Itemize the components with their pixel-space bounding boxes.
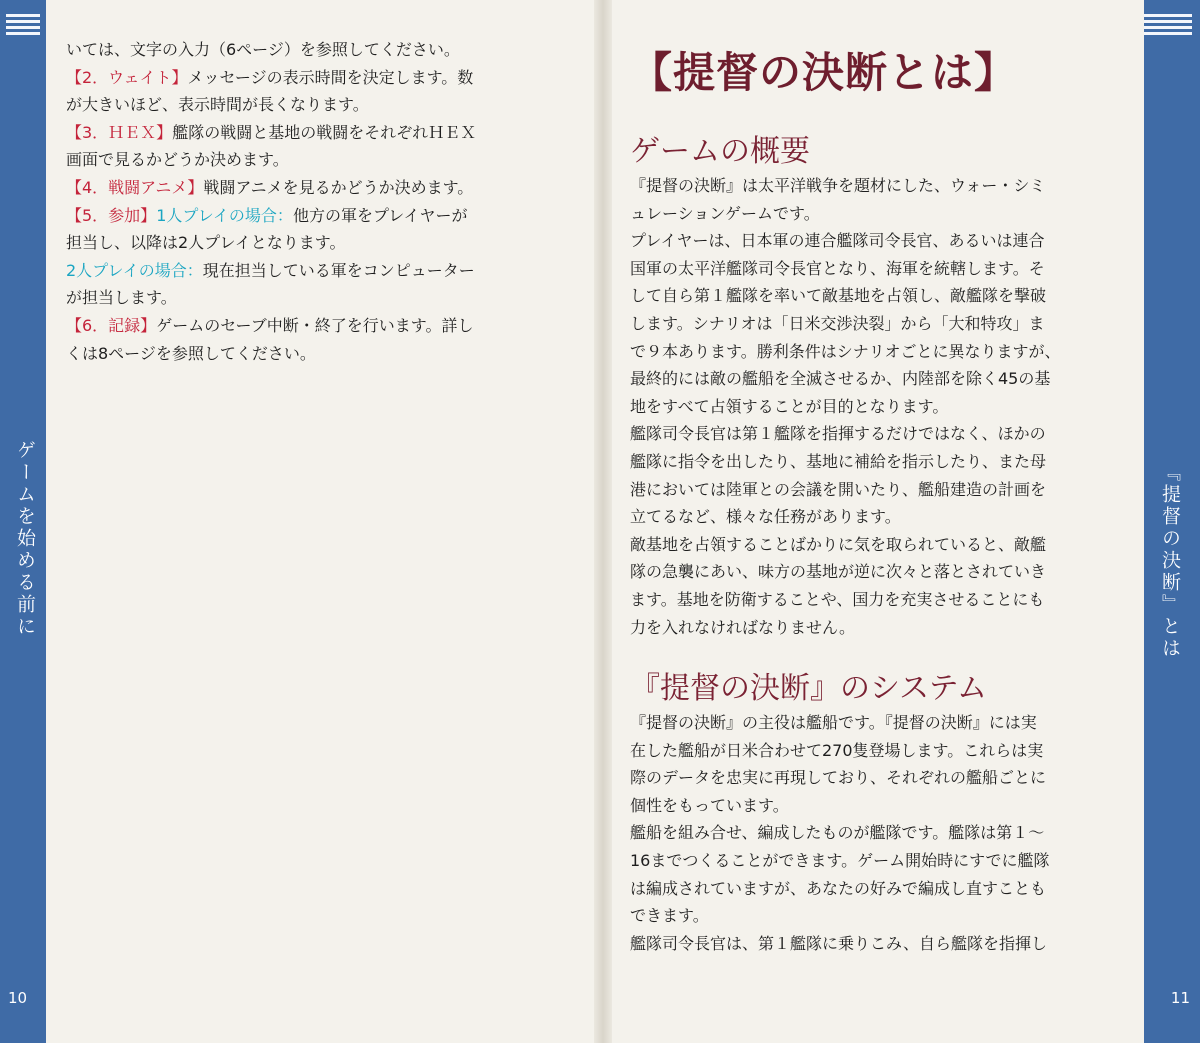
text-line: 国軍の太平洋艦隊司令長官となり、海軍を統轄します。そ: [630, 258, 1045, 278]
section-heading-system: 『提督の決断』のシステム: [630, 671, 987, 707]
text-span: メッセージの表示時間を決定します。数: [187, 67, 474, 87]
text-line: 最終的には敵の艦船を全滅させるか、内陸部を除く45の基: [630, 369, 1051, 389]
text-line: は編成されていますが、あなたの好みで編成し直すことも: [630, 878, 1047, 898]
text-span: 他方の軍をプレイヤーが: [292, 205, 468, 225]
text-line: [66, 64, 566, 92]
text-line: 隊の急襲にあい、味方の基地が逆に次々と落とされていき: [630, 562, 1047, 582]
left-page-body: [66, 36, 566, 367]
text-line: 力を入れなければなりません。: [630, 617, 855, 637]
text-span: 担当し、以降は2人プレイとなります。: [66, 233, 346, 253]
option-label: 【5．参加】: [66, 205, 157, 225]
text-line: できます。: [630, 906, 709, 926]
text-span: が担当します。: [66, 288, 177, 308]
text-line: 地をすべて占領することが目的となります。: [630, 396, 949, 416]
section-overview-text: [630, 172, 1130, 641]
text-line: ュレーションゲームです。: [630, 203, 820, 223]
text-line: [66, 229, 566, 257]
text-span: 現在担当している軍をコンピューター: [202, 260, 475, 280]
text-span: 戦闘アニメを見るかどうか決めます。: [203, 177, 474, 197]
text-span: 画面で見るかどうか決めます。: [66, 150, 289, 170]
text-line: 艦隊司令長官は第１艦隊を指揮するだけではなく、ほかの: [630, 424, 1046, 444]
text-line: [66, 91, 566, 119]
text-line: ます。基地を防衛することや、国力を充実させることにも: [630, 589, 1045, 609]
text-line: [66, 257, 566, 285]
text-line: 立てるなど、様々な任務があります。: [630, 507, 901, 527]
text-line: [66, 36, 566, 64]
text-line: [66, 284, 566, 312]
section-system-text: [630, 709, 1130, 957]
text-line: 港においては陸軍との会議を開いたり、艦船建造の計画を: [630, 479, 1047, 499]
text-line: [66, 202, 566, 230]
text-line: [66, 340, 566, 368]
text-span: いては、文字の入力（6ページ）を参照してください。: [66, 40, 460, 59]
option-label: 【2．ウェイト】: [66, 67, 188, 87]
text-line: します。シナリオは「日米交渉決裂」から「大和特攻」ま: [630, 313, 1045, 333]
decorative-stripes: [1144, 14, 1192, 38]
text-line: 16までつくることができます。ゲーム開始時にすでに艦隊: [630, 851, 1050, 871]
text-span: ゲームのセーブ中断・終了を行います。詳し: [156, 315, 474, 335]
decorative-stripes: [6, 14, 40, 38]
text-span: くは8ページを参照してください。: [66, 343, 316, 363]
text-line: [66, 312, 566, 340]
text-line: [66, 146, 566, 174]
text-line: して自ら第１艦隊を率いて敵基地を占領し、敵艦隊を撃破: [630, 286, 1047, 306]
text-line: プレイヤーは、日本軍の連合艦隊司令長官、あるいは連合: [630, 231, 1045, 251]
left-page-number: 10: [8, 989, 28, 1007]
text-span: 艦隊の戦闘と基地の戦闘をそれぞれＨＥＸ: [172, 122, 477, 142]
text-line: 艦船を組み合せ、編成したものが艦隊です。艦隊は第１～: [630, 823, 1045, 843]
text-line: [66, 119, 566, 147]
option-label: 【4．戦闘アニメ】: [66, 177, 204, 197]
text-line: 個性をもっています。: [630, 795, 789, 815]
book-gutter: [594, 0, 612, 1043]
text-line: 在した艦船が日米合わせて270隻登場します。これらは実: [630, 740, 1044, 760]
right-side-label: 『提督の決断』とは: [1159, 462, 1181, 660]
case-label: 1人プレイの場合：: [156, 205, 293, 225]
text-span: が大きいほど、表示時間が長くなります。: [66, 95, 369, 115]
case-label: 2人プレイの場合：: [66, 260, 203, 280]
text-line: 『提督の決断』の主役は艦船です。『提督の決断』には実: [630, 713, 1037, 733]
left-side-label: ゲームを始める前に: [14, 440, 36, 638]
text-line: で９本あります。勝利条件はシナリオごとに異なりますが、: [630, 341, 1061, 361]
text-line: 『提督の決断』は太平洋戦争を題材にした、ウォー・シミ: [630, 176, 1046, 195]
text-line: 艦隊に指令を出したり、基地に補給を指示したり、また母: [630, 451, 1047, 471]
right-page-number: 11: [1170, 989, 1190, 1007]
section-heading-overview: ゲームの概要: [630, 134, 810, 169]
right-page-body: [630, 36, 1130, 957]
page-title: 【提督の決断とは】: [630, 48, 1018, 97]
text-line: 際のデータを忠実に再現しており、それぞれの艦船ごとに: [630, 768, 1047, 788]
text-line: 敵基地を占領することばかりに気を取られていると、敵艦: [630, 534, 1047, 554]
text-line: 艦隊司令長官は、第１艦隊に乗りこみ、自ら艦隊を指揮し: [630, 933, 1047, 953]
text-line: [66, 174, 566, 202]
option-label: 【6．記録】: [66, 315, 157, 335]
option-label: 【3．ＨＥＸ】: [66, 122, 173, 142]
